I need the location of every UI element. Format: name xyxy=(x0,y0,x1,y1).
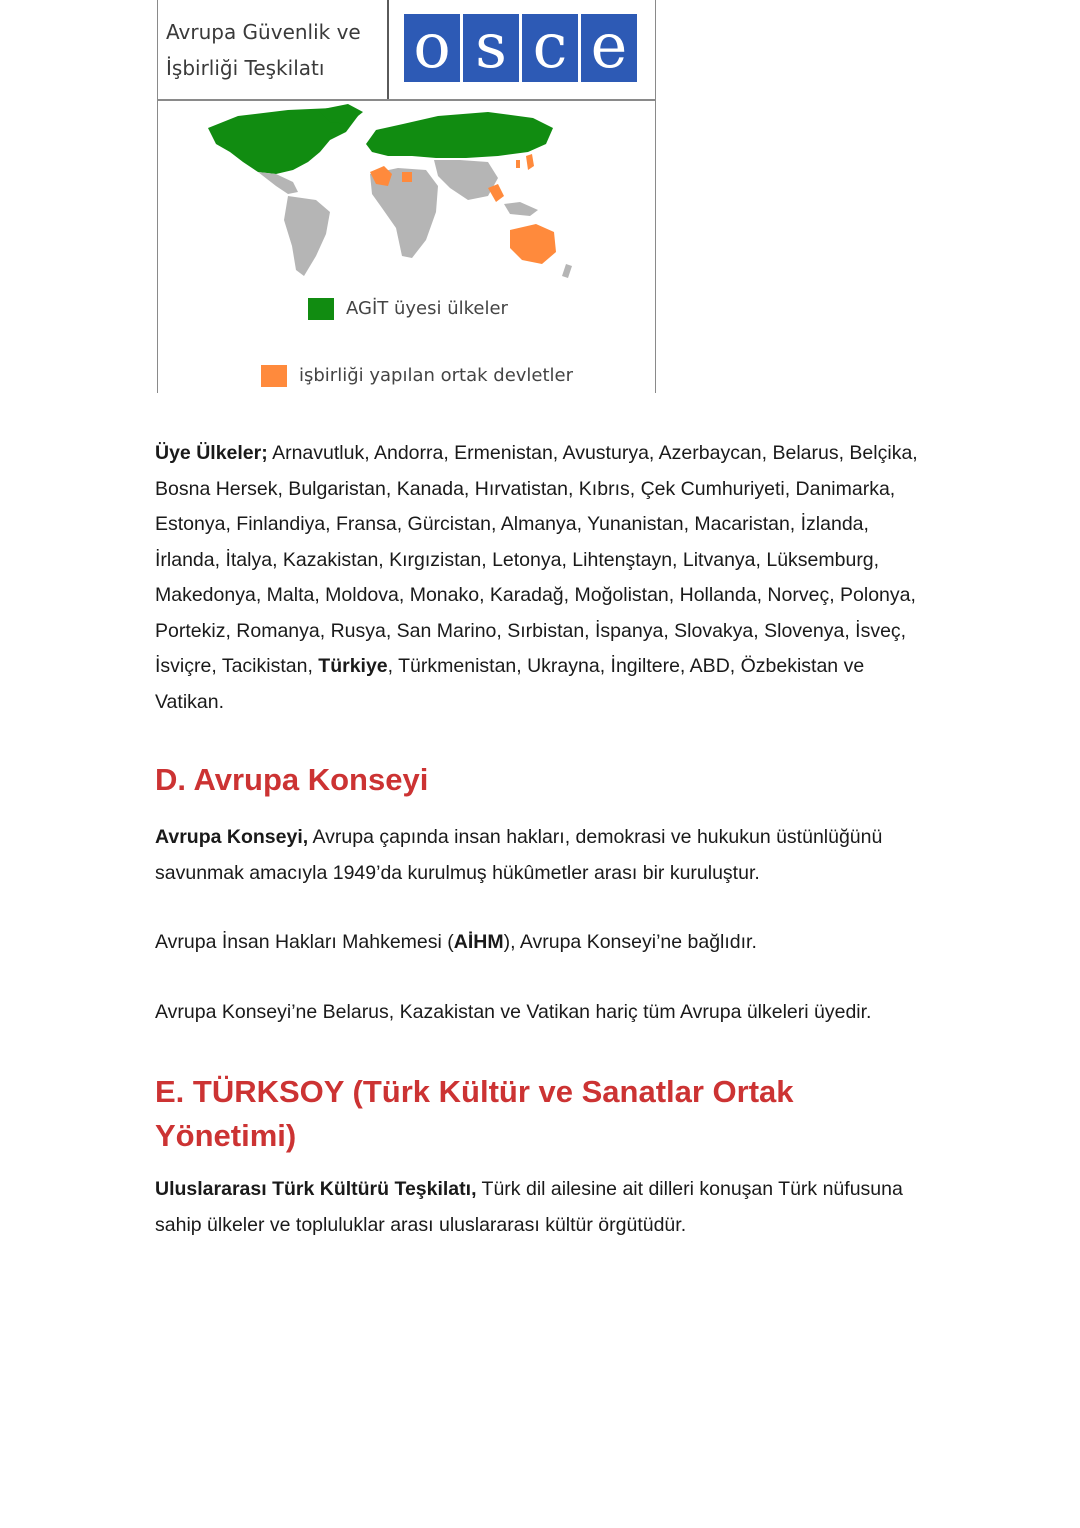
section-d-paragraph-1 xyxy=(155,820,935,891)
organization-name-line2: İşbirliği Teşkilatı xyxy=(166,56,325,80)
new-zealand xyxy=(562,264,572,278)
legend-partner-label: işbirliği yapılan ortak devletler xyxy=(299,365,574,386)
logo-letter: s xyxy=(463,14,519,82)
osce-logo xyxy=(404,9,637,82)
eurasia xyxy=(366,112,553,158)
section-d-bold: Avrupa Konseyi, xyxy=(155,826,309,848)
aihm-text-1: Avrupa İnsan Hakları Mahkemesi ( xyxy=(155,931,454,953)
section-e-bold: Uluslararası Türk Kültürü Teşkilatı, xyxy=(155,1178,477,1200)
south-asia xyxy=(434,160,498,200)
organization-name xyxy=(158,0,389,99)
australia xyxy=(510,224,556,264)
members-highlight: Türkiye xyxy=(318,655,388,677)
section-d-paragraph-3: Avrupa Konseyi’ne Belarus, Kazakistan ve Vatikan hariç tüm Avrupa ülkeleri üyedir. xyxy=(155,1000,872,1023)
korea-partner xyxy=(516,160,520,168)
legend-swatch-partner xyxy=(261,365,287,387)
members-list-2: , Türkmenistan, Ukrayna, İngiltere, ABD, Özbekistan ve Vatikan. xyxy=(155,655,865,713)
osce-header xyxy=(158,0,655,101)
section-d-heading: D. Avrupa Konseyi xyxy=(155,762,429,797)
central-america xyxy=(258,172,298,194)
aihm-text-2: ), Avrupa Konseyi’ne bağlıdır. xyxy=(503,931,757,953)
members-paragraph xyxy=(155,436,935,720)
world-map xyxy=(198,100,618,290)
logo-letter: e xyxy=(581,14,637,82)
section-e-text: Türk dil ailesine ait dilleri konuşan Türk nüfusuna sahip ülkeler ve topluluklar arası uluslararası kültür örgütüdür. xyxy=(155,1178,903,1236)
section-d-text: Avrupa çapında insan hakları, demokrasi ve hukukun üstünlüğünü savunmak amacıyla 1949’da kurulmuş hükûmetler arası bir kuruluştur. xyxy=(155,826,883,884)
legend-member-label: AGİT üyesi ülkeler xyxy=(346,298,508,319)
page-content xyxy=(155,436,935,1243)
logo-letter: c xyxy=(522,14,578,82)
legend-swatch-member xyxy=(308,298,334,320)
osce-infobox xyxy=(157,0,656,393)
egypt-partner xyxy=(402,172,412,182)
section-d-paragraph-2 xyxy=(155,925,935,961)
section-e-paragraph-1 xyxy=(155,1172,935,1243)
sea-islands xyxy=(504,202,538,216)
legend-member xyxy=(308,298,508,320)
members-label: Üye Ülkeler; xyxy=(155,442,268,464)
legend-partner xyxy=(261,365,573,387)
members-list-1: Arnavutluk, Andorra, Ermenistan, Avusturya, Azerbaycan, Belarus, Belçika, Bosna Hersek, Bulgaristan, Kanada, Hırvatistan, Kıbrıs, Çek Cumhuriyeti, Danimarka, Estonya, Finlandiya, Fransa, Gürcistan, Almanya, Yunanistan, Macaristan, İzlanda, İrlanda, İtalya, Kazakistan, Kırgızistan, Letonya, Lihtenştayn, Litvanya, Lüksemburg, Makedonya, Malta, Moldova, Monako, Karadağ, Moğolistan, Hollanda, Norveç, Polonya, Portekiz, Romanya, Rusya, San Marino, Sırbistan, İspanya, Slovakya, Slovenya, İsveç, İsviçre, Tacikistan, xyxy=(155,442,918,677)
logo-letter: o xyxy=(404,14,460,82)
organization-name-line1: Avrupa Güvenlik ve xyxy=(166,20,361,44)
aihm-abbrev: AİHM xyxy=(453,931,504,953)
south-america xyxy=(284,196,330,276)
section-e-heading: E. TÜRKSOY (Türk Kültür ve Sanatlar Ortak Yönetimi) xyxy=(155,1074,794,1153)
japan-partner xyxy=(526,154,534,170)
